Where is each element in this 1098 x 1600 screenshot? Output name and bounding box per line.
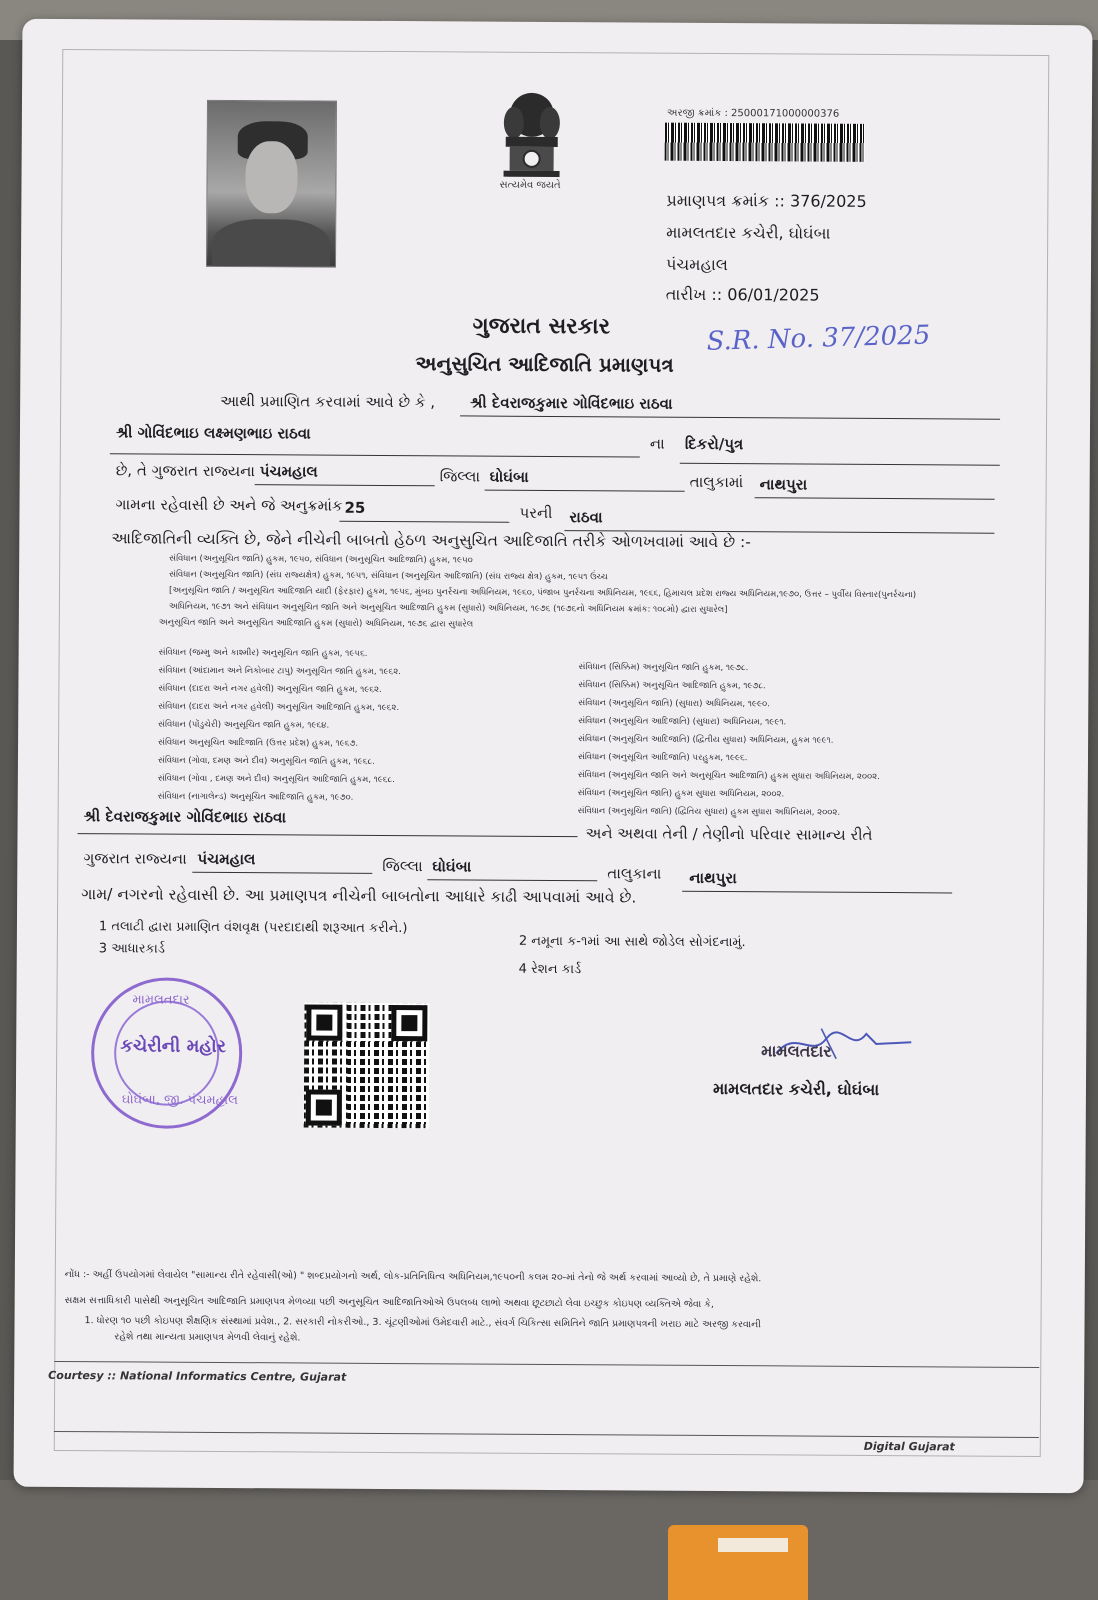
certificate-number-label: પ્રમાણપત્ર ક્રમાંક [666, 190, 770, 211]
document-item: 2 નમૂના ક-૧માં આ સાથે જોડેલ સોગંદનામું. [518, 933, 746, 951]
lower-taluka-value: ઘોઘંબા [432, 857, 472, 876]
tribe-name: રાઠવા [569, 508, 603, 527]
holder-name: શ્રી દેવરાજકુમાર ગોવિંદભાઇ રાઠવા [470, 393, 673, 413]
lower-holder-name: શ્રી દેવરાજકુમાર ગોવિંદભાઇ રાઠવા [83, 807, 287, 827]
document-item: 3 આધારકાર્ડ [98, 941, 166, 957]
taluka-label: તાલુકામાં [689, 472, 744, 492]
barcode [665, 123, 865, 162]
law-right-item: સંવિધાન (સિક્કિમ) અનુસૂચિત આદિજાતિ હુકમ, ૧૯૭૮. [578, 680, 766, 692]
law-right-item: સંવિધાન (અનુસૂચિત જાતિ અને અનુસૂચિત આદિજાતિ) હુકમ સુધારા અધિનિયમ, ૨૦૦૨. [577, 770, 880, 782]
emblem-motto: સત્યમેવ જયતે [499, 179, 561, 192]
orange-tag [668, 1525, 808, 1600]
seal-center-text: કચેરીની મહોર [120, 1035, 226, 1058]
certificate-number-row [666, 191, 866, 212]
basis-text: ગામ/ નગરનો રહેવાસી છે. આ પ્રમાણપત્ર નીચેની બાબતોના આધારે કાઢી આપવામાં આવે છે. [81, 885, 637, 907]
ni-label: પરની [519, 503, 553, 522]
law-right-item: સંવિધાન (અનુસૂચિત આદિજાતિ) પરહુકમ, ૧૯૯૬. [577, 752, 748, 764]
law-left-item: સંવિધાન (આંદામાન અને નિકોબાર ટાપુ) અનુસૂચિત જાતિ હુકમ, ૧૯૬૨. [158, 665, 402, 678]
law-right-item: સંવિધાન (અનુસૂચિત આદિજાતિ) (સુધારા) અધિનિયમ, ૧૯૯૧. [578, 716, 787, 728]
applicant-photo [206, 100, 337, 268]
note-line: 1. ધોરણ ૧૦ પછી કોઇપણ શૈક્ષણિક સંસ્થામાં પ્રવેશ., 2. સરકારી નોકરીઓ., 3. ચૂંટણીઓમાં ઉમેદવારી માટે., સંવર્ગ ચિકિત્સા સમિતિને જાતિ પ્રમાણપત્રની ખરાઇ માટે અરજી કરવાની [84, 1315, 761, 1331]
law-line: [અનુસૂચિત જાતિ / અનુસૂચિત આદિજાતિ યાદી (ફેરફાર) હુકમ, ૧૯૫૬, મુંબઇ પુનર્રચના અધિનિયમ, ૧૯૬૦, પંજાબ પુનર્રચના અધિનિયમ, ૧૯૬૬, હિમાચલ પ્રદેશ રાજ્ય અધિનિયમ,૧૯૭૦, ઉત્તર – પુર્વીય વિસ્તાર(પુનર્રચના) [168, 585, 917, 601]
document-item: 4 રેશન કાર્ડ [518, 961, 582, 978]
law-line: સંવિધાન (અનુસૂચિત જાતિ) હુકમ, ૧૯૫૦, સંવિધાન (અનુસૂચિત આદિજાતિ) હુકમ, ૧૯૫૦ [169, 553, 473, 566]
law-right-item: સંવિધાન (અનુસૂચિત જાતિ) (સુધારા) અધિનિયમ, ૧૯૯૦. [578, 698, 770, 710]
state-prefix: છે, તે ગુજરાત રાજ્યના [115, 461, 256, 481]
application-number: અરજી ક્રમાંક : 25000171000000376 [666, 107, 840, 120]
law-right-item: સંવિધાન (અનુસૂચિત આદિજાતિ) (દ્વિતીય સુધારા) અધિનિયમ, હુકમ ૧૯૯૧. [578, 734, 834, 746]
law-right-item: સંવિધાન (સિક્કિમ) અનુસૂચિત જાતિ હુકમ, ૧૯૭૮. [578, 662, 749, 674]
relation: દિકરો/પુત્ર [684, 434, 744, 454]
father-name: શ્રી ગોવિંદભાઇ લક્ષ્મણભાઇ રાઠવા [115, 423, 311, 443]
law-left-item: સંવિધાન (જમ્મુ અને કાશ્મીર) અનુસૂચિત જાતિ હુકમ, ૧૯૫૬. [158, 647, 368, 659]
background-bottom [0, 1480, 1098, 1600]
signature-office: મામલતદાર કચેરી, ઘોઘંબા [712, 1078, 880, 1099]
lower-district-label: જિલ્લા [382, 856, 423, 876]
orange-tag-label [718, 1538, 788, 1552]
issuing-district: પંચમહાલ [665, 254, 728, 275]
handwritten-serial: S.R. No. 37/2025 [706, 320, 931, 357]
government-title: ગુજરાત સરકાર [472, 313, 611, 340]
law-right-item: સંવિધાન (અનુસૂચિત જાતિ) હુકમ સુધારા અધિનિયમ, ૨૦૦૨. [577, 788, 785, 800]
resident-prefix: ગામના રહેવાસી છે અને જે અનુક્રમાંક [115, 495, 343, 515]
district-value: પંચમહાલ [259, 462, 318, 481]
na-label: ના [649, 434, 665, 453]
certificate-number: :: 376/2025 [774, 191, 867, 211]
lower-village-value: નાથપુરા [689, 868, 737, 888]
law-left-item: સંવિધાન (નાગાલેન્ડ) અનુસૂચિત આદિજાતિ હુકમ, ૧૯૭૦. [157, 791, 354, 803]
law-left-item: સંવિધાન (દાદરા અને નગર હવેલી) અનુસૂચિત જાતિ હુકમ, ૧૯૬૨. [158, 683, 382, 695]
law-line: અધિનિયમ, ૧૯૭૧ અને સંવિધાન અનુસૂચિત જાતિ અને અનુસૂચિત આદિજાતિ હુકમ (સુધારો) અધિનિયમ, ૧૯૭૬ (૧૯૭૬નો અધિનિયમ ક્રમાંક: ૧૦૮મો) દ્વારા સુધારેલ] [168, 601, 728, 616]
issuing-office: મામલતદાર કચેરી, ઘોઘંબા [666, 222, 831, 243]
date-label: તારીખ [665, 284, 707, 304]
law-left-item: સંવિધાન અનુસૂચિત આદિજાતિ (ઉત્તર પ્રદેશ) હુકમ, ૧૯૬૭. [158, 737, 359, 749]
tribe-statement: આદિજાતિની વ્યક્તિ છે, જેને નીચેની બાબતો હેઠળ અનુસુચિત આદિજાતિ તરીકે ઓળખવામાં આવે છે :- [111, 529, 751, 552]
courtesy-text: Courtesy :: National Informatics Centre, Gujarat [48, 1368, 347, 1384]
office-seal [91, 977, 243, 1129]
qr-code [304, 1002, 430, 1128]
law-line: સંવિધાન (અનુસૂચિત જાતિ) (સંઘ રાજ્યક્ષેત્ર) હુકમ, ૧૯૫૧, સંવિધાન (અનુસૂચિત આદિજાતિ) (સંઘ રાજ્ય ક્ષેત્ર) હુકમ, ૧૯૫૧ ઉંચ્ચ [169, 569, 608, 583]
village-value: નાથપુરા [759, 475, 808, 494]
document-item: 1 તલાટી દ્વારા પ્રમાણિત વંશવૃક્ષ (પરદાદાથી શરૂઆત કરીને.) [98, 919, 408, 937]
lower-state-prefix: ગુજરાત રાજ્યના [83, 849, 187, 868]
family-text: અને અથવા તેની / તેણીનો પરિવાર સામાન્ય રીતે [585, 824, 873, 844]
date-row [666, 285, 820, 306]
certificate-title: અનુસુચિત આદિજાતિ પ્રમાણપત્ર [415, 351, 674, 377]
serial-number: 25 [344, 498, 366, 517]
law-left-item: સંવિધાન (પોંડુચેરી) અનુસૂચિત જાતિ હુકમ, ૧૯૬૪. [158, 719, 330, 731]
note-line: સક્ષમ સત્તાધિકારી પાસેથી અનુસૂચિત આદિજાતિ પ્રમાણપત્ર મેળવ્યા પછી અનુસૂચિત આદિજાતિઓએ ઉપલબ્ધ લાભો અથવા છૂટછાટો લેવા ઇચ્છુક કોઇપણ વ્યક્તિએ જેવા કે, [64, 1295, 714, 1310]
taluka-value: ઘોઘંબા [489, 467, 529, 486]
law-left-item: સંવિધાન (ગોવા, દમણ અને દીવ) અનુસૂચિત જાતિ હુકમ, ૧૯૬૮. [157, 755, 375, 767]
issue-date: :: 06/01/2025 [711, 284, 820, 305]
law-line: અનુસૂચિત જાતિ અને અનુસૂચિત આદિજાતિ હુકમ (સુધારો) અધિનિયમ, ૧૯૭૬ દ્વારા સુધારેલ [158, 617, 474, 630]
lower-district-value: પંચમહાલ [197, 849, 256, 869]
digital-gujarat-text: Digital Gujarat [863, 1439, 955, 1454]
national-emblem-icon [491, 87, 572, 187]
law-left-item: સંવિધાન (ગોવા , દમણ અને દીવ) અનુસૂચિત આદિજાતિ હુકમ, ૧૯૬૮. [157, 773, 395, 786]
lower-taluka-label: તાલુકાના [607, 864, 662, 883]
signed-title: મામલતદાર [761, 1041, 832, 1061]
seal-top-text: મામલતદાર [132, 992, 190, 1008]
district-label: જિલ્લા [439, 467, 481, 486]
note-line: નોંધ :- અહીં ઉપયોગમાં લેવાયેલ "સામાન્ય રીતે રહેવાસી(ઓ) " શબ્દપ્રયોગનો અર્થ, લોક-પ્રતિનિધિત્વ અધિનિયમ,૧૯૫૦ની કલમ ૨૦-માં તેનો જે અર્થ કરવામાં આવ્યો છે, તે પ્રમાણે રહેશે. [64, 1269, 762, 1285]
law-left-item: સંવિધાન (દાદરા અને નગર હવેલી) અનુસૂચિત આદિજાતિ હુકમ, ૧૯૬૨. [158, 701, 400, 714]
law-right-item: સંવિધાન (અનુસૂચિત જાતિ) (દ્વિતિય સુધારા) હુકમ સુધારા અધિનિયમ, ૨૦૦૨. [577, 806, 841, 818]
certificate-page [14, 19, 1093, 1494]
certify-prefix: આથી પ્રમાણિત કરવામાં આવે છે કે , [220, 391, 436, 412]
seal-bottom-text: ઘોઘંબા, જી. પંચમહાલ [121, 1092, 239, 1109]
note-line: રહેશે તથા માન્યતા પ્રમાણપત્ર મેળવી લેવાનું રહેશે. [114, 1331, 301, 1344]
certificate-border [54, 49, 1050, 1457]
